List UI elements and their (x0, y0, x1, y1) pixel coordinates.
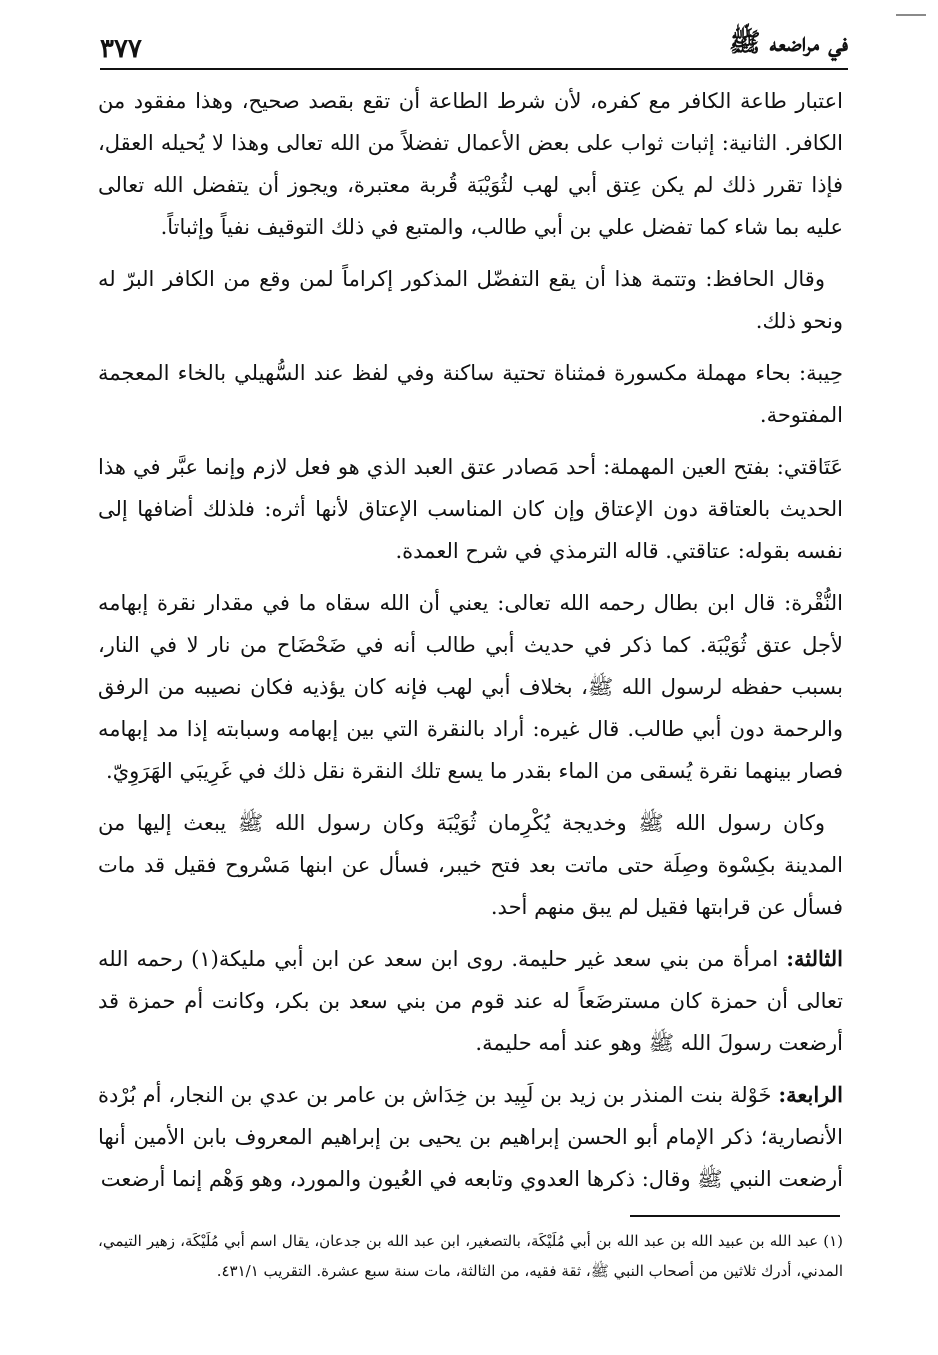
footnote-text: (١) عبد الله بن عبيد الله بن عبد الله بن أبي مُلَيْكَة، بالتصغير، ابن عبد الله بن جدعان، يقال اسم أبي مُلَيْكَة، زهير التيمي، المدني، أدرك ثلاثين من أصحاب النبي ﷺ، ثقة فقيه، من الثالثة، مات سنة سبع عشرة. التقريب ٤٣١/١. (98, 1232, 843, 1280)
paragraph-lead: الثالثة: (786, 946, 843, 971)
paragraph (98, 802, 843, 928)
running-title: في مراضعه ﷺ (729, 28, 848, 58)
paragraph-text: امرأة من بني سعد غير حليمة. روى ابن سعد عن ابن أبي مليكة(١) رحمه الله تعالى أن حمزة كان مسترضَعاً له عند قوم من بني سعد بن بكر، وكانت أم حمزة قد أرضعت رسولَ الله ﷺ وهو عند أمه حليمة. (98, 947, 843, 1055)
paragraph (98, 352, 843, 436)
paragraph (98, 582, 843, 792)
paragraph-text: وقال الحافظ: وتتمة هذا أن يقع التفضّل المذكور إكراماً لمن وقع من الكافر البرّ له ونحو ذلك. (98, 267, 843, 333)
paragraph (98, 938, 843, 1064)
paragraph-lead: الرابعة: (778, 1082, 843, 1107)
paragraph-text: اعتبار طاعة الكافر مع كفره، لأن شرط الطاعة أن تقع بقصد صحيح، وهذا مفقود من الكافر. الثانية: إثبات ثواب على بعض الأعمال تفضلاً من الله تعالى وهذا لا يُحيله العقل، فإذا تقرر ذلك لم يكن عِتق أبي لهب لثُوَيْبَة قُربة معتبرة، ويجوز أن يتفضل الله تعالى عليه بما شاء كما تفضل علي بن أبي طالب، والمتبع في ذلك التوقيف نفياً وإثباتاً. (98, 89, 843, 239)
footnote (98, 1226, 843, 1286)
paragraph-text: حِيبة: بحاء مهملة مكسورة فمثناة تحتية ساكنة وفي لفظ عند السُّهيلي بالخاء المعجمة المفتوحة. (98, 361, 843, 427)
page-header (100, 22, 848, 70)
page-number: ٣٧٧ (100, 34, 142, 64)
paragraph (98, 1074, 843, 1200)
body-text (98, 80, 843, 1210)
paragraph-text: عَتَاقتي: بفتح العين المهملة: أحد مَصادر عتق العبد الذي هو فعل لازم وإنما عبَّر في هذا الحديث بالعتاقة دون الإعتاق وإن كان المناسب الإعتاق لأنها أثره: فلذلك أضافها إلى نفسه بقوله: عتاقتي. قاله الترمذي في شرح العمدة. (98, 455, 843, 563)
footnote-separator (630, 1215, 840, 1217)
paragraph (98, 446, 843, 572)
paragraph (98, 80, 843, 248)
paragraph (98, 258, 843, 342)
paragraph-text: النُّقْرة: قال ابن بطال رحمه الله تعالى: يعني أن الله سقاه ما في مقدار نقرة إبهامه لأجل عتق ثُوَيْبَة. كما ذكر في حديث أبي طالب أنه في ضَحْضَاح من نار لا في النار، بسبب حفظه لرسول الله ﷺ، بخلاف أبي لهب فإنه كان يؤذيه فكان نصيبه من الرفق والرحمة دون أبي طالب. قال غيره: أراد بالنقرة التي بين إبهامه وسبابته إذا مد إبهامه فصار بينهما نقرة يُسقى من الماء بقدر ما يسع تلك النقرة نقل ذلك في غَرِيبَي الهَرَوِيّ. (98, 591, 843, 783)
paragraph-text: خَوْلة بنت المنذر بن زيد بن لَبِيد بن خِدَاش بن عامر بن عدي بن النجار، أم بُرْدة الأنصارية؛ ذكر الإمام أبو الحسن إبراهيم بن يحيى بن إبراهيم المعروف بابن الأمين أنها أرضعت النبي ﷺ وقال: ذكرها العدوي وتابعه في العُيون والمورد، وهو وَهْم إنما أرضعت (98, 1083, 843, 1191)
corner-mark (896, 14, 926, 16)
paragraph-text: وكان رسول الله ﷺ وخديجة يُكْرِمان ثُوَيْبَة وكان رسول الله ﷺ يبعث إليها من المدينة بكِسْوة وصِلَة حتى ماتت بعد فتح خيبر، فسأل عن ابنها مَسْروح فقيل قد مات فسأل عن قرابتها فقيل لم يبق منهم أحد. (98, 811, 843, 919)
